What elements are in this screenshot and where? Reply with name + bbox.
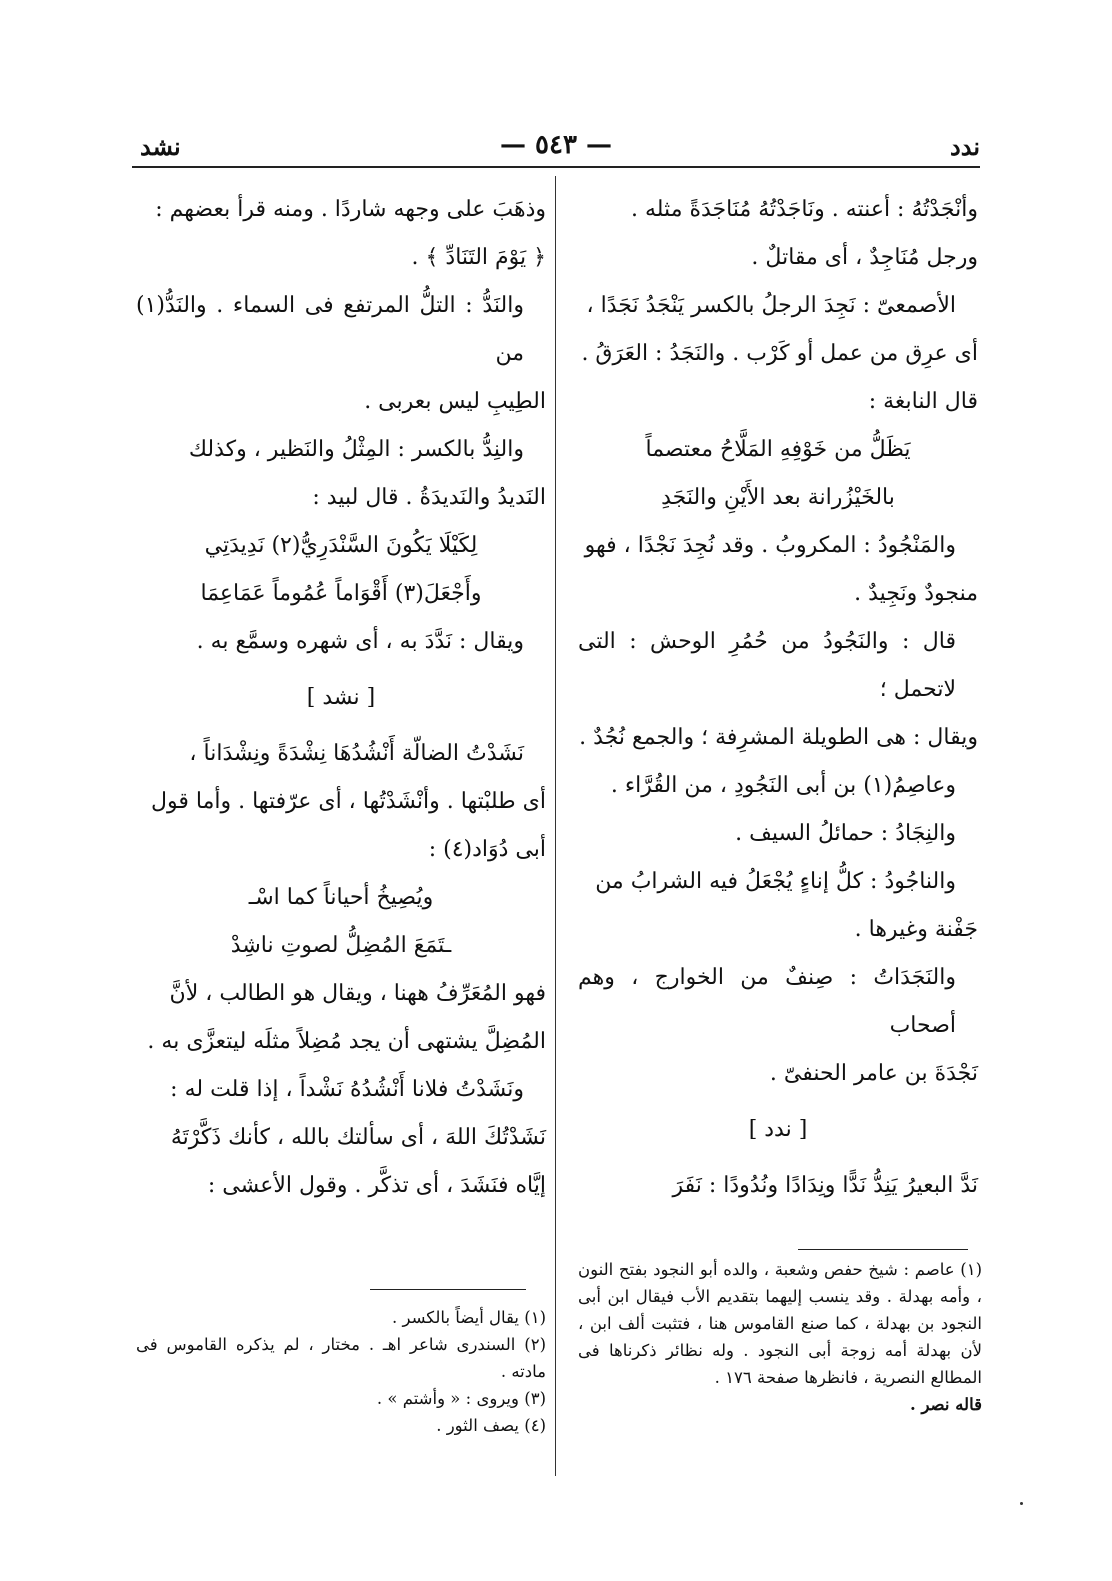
verse-line: يَظَلُّ من خَوْفِهِ المَلَّاحُ معتصماً [645, 437, 911, 462]
footnote: (١) يقال أيضاً بالكسر . [391, 1308, 546, 1327]
text-line: ونَشَدْتُ فلانا أَنْشُدُهُ نَشْداً ، إذا قلت له : [170, 1077, 524, 1102]
column-divider [555, 176, 556, 1476]
text-line: جَفْنة وغيرها . [854, 917, 978, 942]
text-line: ﴿ يَوْمَ التَنَادِّ ﴾ . [411, 245, 546, 270]
text-line: وأنْجَدْتُهُ : أعنته . ونَاجَدْتُهُ مُنَاجَدَةً مثله . [630, 197, 978, 222]
header-root-word-left: نشد [140, 132, 181, 161]
footnote-signature: قاله نصر . [909, 1395, 982, 1414]
footnote-rule-right [798, 1249, 968, 1250]
text-line: والنِجَادُ : حمائلُ السيف . [735, 821, 956, 846]
text-line: المُضِلَّ يشتهى أن يجد مُضِلاً مثلَه ليتعزَّى به . [147, 1029, 546, 1054]
left-column [136, 186, 546, 1210]
text-line: ورجل مُنَاجِدٌ ، أى مقاتلٌ . [751, 245, 978, 270]
footnote-rule-left [370, 1289, 526, 1290]
text-line: فهو المُعَرِّفُ ههنا ، ويقال هو الطالب ، لأنَّ [169, 981, 546, 1006]
text-line: الطِيبِ ليس بعربى . [364, 389, 546, 414]
text-line: ويقال : نَدَّدَ به ، أى شهره وسمَّع به . [196, 629, 524, 654]
text-line: أى طلبْتها . وأنْشَدْتُها ، أى عرّفتها . وأما قول [151, 789, 546, 814]
text-line: والمَنْجُودُ : المكروبُ . وقد نُجِدَ نَجْدًا ، فهو [584, 533, 956, 558]
footnotes-right [578, 1256, 982, 1418]
text-line: قال : والنَجُودُ من حُمُرِ الوحش : التى لاتحمل ؛ [578, 629, 956, 702]
print-speck [1020, 1502, 1023, 1505]
text-line: أى عرِق من عمل أو كَرْب . والنَجَدُ : العَرَقُ . [581, 341, 978, 366]
page-number: — ٥٤٣ — [499, 130, 613, 160]
footnote: (٣) ويروى : « وأشتم » . [376, 1389, 546, 1408]
text-line: إيَّاه فنَشَدَ ، أى تذكَّر . وقول الأعشى : [207, 1173, 546, 1198]
text-line: الأصمعىّ : نَجِدَ الرجلُ بالكسر يَنْجَدُ نَجَدًا ، [586, 293, 956, 318]
right-column [578, 186, 978, 1210]
text-line: والنَجَدَاتُ : صِنفٌ من الخوارج ، وهم أصحاب [578, 965, 956, 1038]
verse-line: وأَجْعَلَ(٣) أَقْوَاماً عُمُوماً عَمَاعِمَا [200, 581, 482, 606]
verse-line: لِكَيْلَا يَكُونَ السَّنْدَرِيُّ(٢) نَدِيدَتِي [204, 533, 478, 558]
entry-heading: [ نشد ] [306, 685, 376, 710]
header-rule [132, 166, 980, 168]
text-line: ويقال : هى الطويلة المشرِفة ؛ والجمع نُجُدٌ . [579, 725, 978, 750]
text-line: وذهَبَ على وجهه شاردًا . ومنه قرأ بعضهم : [155, 197, 546, 222]
text-line: نَشَدْتُ الضالّة أَنْشُدُهَا نِشْدَةً ونِشْدَاناً ، [189, 741, 524, 766]
text-line: أبى دُوَاد(٤) : [428, 837, 546, 862]
footnote: (١) عاصم : شيخ حفص وشعبة ، والده أبو النجود بفتح النون ، وأمه بهدلة . وقد ينسب إليهما بتقديم الأب فيقال ابن أبى النجود بن بهدلة ، كما صنع القاموس هنا ، فتثبت ألف ابن ، لأن بهدلة أمه زوجة أبى النجود . وله نظائر ذكرناها فى المطالع النصرية ، فانظرها صفحة ١٧٦ . [578, 1260, 982, 1387]
page-header [132, 128, 980, 168]
footnote: (٤) يصف الثور . [436, 1416, 546, 1435]
text-line: وعاصِمُ(١) بن أبى النَجُودِ ، من القُرَّاء . [610, 773, 956, 798]
verse-line: ويُصِيخُ أحياناً كما اسْـ [248, 885, 434, 910]
text-line: قال النابغة : [868, 389, 978, 414]
footnote: (٢) السندرى شاعر اهـ . مختار ، لم يذكره القاموس فى مادته . [136, 1335, 546, 1381]
verse-line: ـتَمَعَ المُضِلُّ لصوتِ ناشِدْ [230, 933, 452, 958]
verse-line: بالخَيْزُرانة بعد الأَيْنِ والنَجَدِ [661, 485, 895, 510]
text-line: والناجُودُ : كلُّ إناءٍ يُجْعَلُ فيه الشرابُ من [595, 869, 956, 894]
text-line: نَدَّ البعيرُ يَنِدُّ نَدًّا ونِدَادًا ونُدُودًا : نَفَرَ [672, 1173, 978, 1198]
entry-heading: [ ندد ] [748, 1117, 808, 1142]
text-line: والنَدُّ : التلُّ المرتفع فى السماء . والنَدُّ(١) من [136, 293, 524, 366]
text-line: نَجْدَةَ بن عامر الحنفىّ . [769, 1061, 978, 1086]
text-line: نَشَدْتُكَ اللهَ ، أى سألتك بالله ، كأنك ذَكَّرْتَهُ [170, 1125, 546, 1150]
footnotes-left [136, 1304, 546, 1439]
header-root-word-right: ندد [950, 132, 980, 161]
text-line: والنِدُّ بالكسر : المِثْلُ والنَظير ، وكذلك [188, 437, 524, 462]
text-line: منجودٌ ونَجِيدٌ . [854, 581, 978, 606]
text-line: النَديدُ والنَديدَةُ . قال لبيد : [312, 485, 546, 510]
